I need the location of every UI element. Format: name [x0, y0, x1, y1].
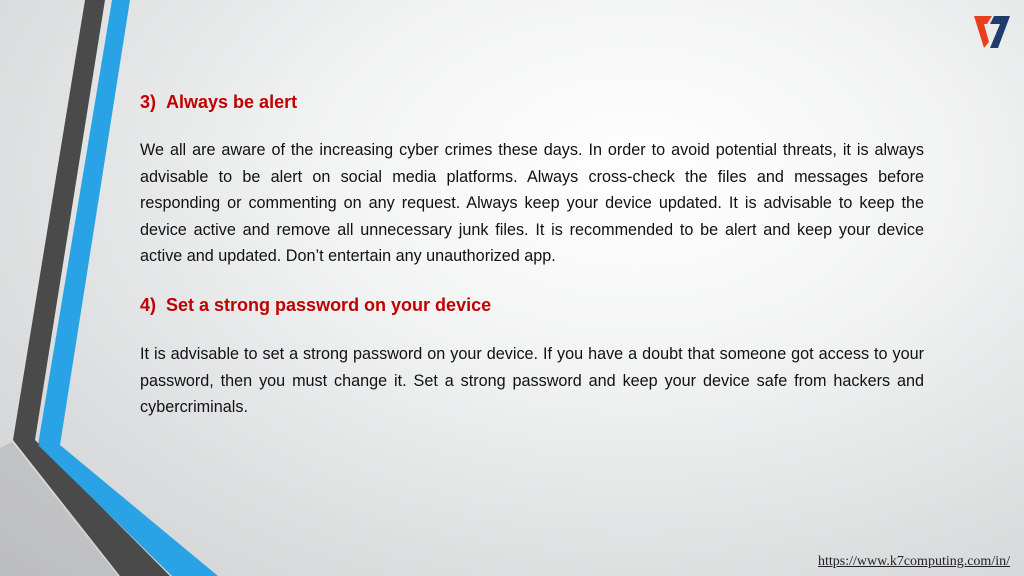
footer-url-link[interactable]: https://www.k7computing.com/in/: [818, 554, 1010, 569]
section-4-number: 4): [140, 294, 157, 315]
section-3-number: 3): [140, 92, 157, 112]
k7-logo: [972, 12, 1012, 50]
logo-red-part: [974, 16, 992, 48]
section-4-heading: [140, 295, 924, 316]
slide-content: [140, 88, 924, 421]
section-3-paragraph: We all are aware of the increasing cyber crimes these days. In order to avoid potential threats, it is always advisable to be alert on social media platforms. Always cross-check the files and messages before responding or commenting on any request. Always keep your device updated. It is advisable to keep the device active and remove all unnecessary junk files. It is recommended to be alert and keep your device active and updated. Don’t entertain any unauthorized app.: [140, 141, 924, 266]
section-4-title: Set a strong password on your device: [166, 294, 492, 315]
section-3-title: Always be alert: [166, 92, 298, 112]
section-3-heading: [140, 92, 924, 113]
section-4-paragraph: It is advisable to set a strong password on your device. If you have a doubt that someone got access to your password, then you must change it. Set a strong password and keep your device safe from hackers and cybercriminals.: [140, 344, 924, 417]
logo-navy-part: [990, 16, 1010, 48]
